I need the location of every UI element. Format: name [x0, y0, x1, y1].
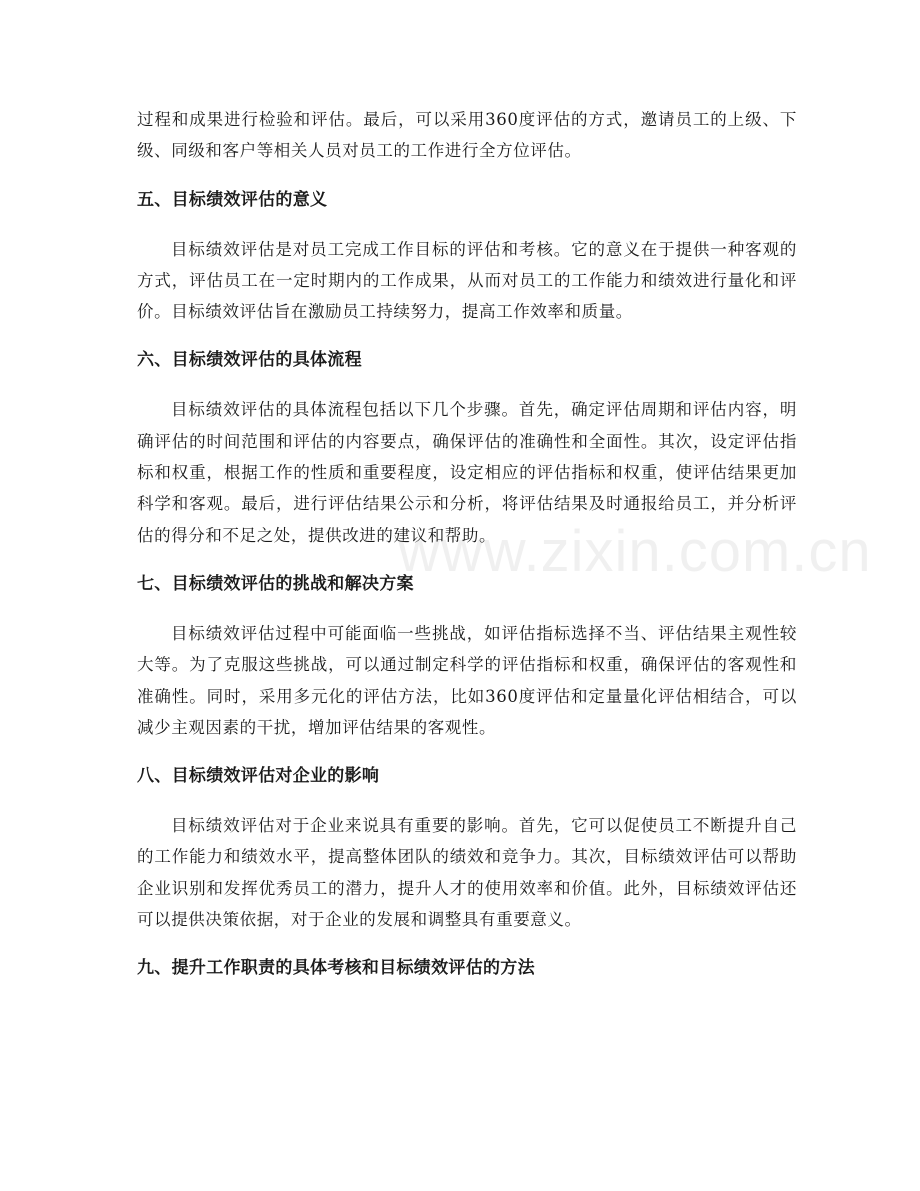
section-heading-7: 七、目标绩效评估的挑战和解决方案: [137, 573, 414, 594]
section-heading-9: 九、提升工作职责的具体考核和目标绩效评估的方法: [137, 958, 535, 979]
paragraph-section-6: 目标绩效评估的具体流程包括以下几个步骤。首先，确定评估周期和评估内容，明确评估的时间范围和评估的内容要点，确保评估的准确性和全面性。其次，设定评估指标和权重，根据工作的性质和重要程度，设定相应的评估指标和权重，使评估结果更加科学和客观。最后，进行评估结果公示和分析，将评估结果及时通报给员工，并分析评估的得分和不足之处，提供改进的建议和帮助。: [137, 400, 797, 545]
paragraph-intro: 过程和成果进行检验和评估。最后，可以采用360度评估的方式，邀请员工的上级、下级、同级和客户等相关人员对员工的工作进行全方位评估。: [137, 110, 797, 161]
watermark: www.zixin.com.cn: [398, 519, 872, 584]
section-heading-6: 六、目标绩效评估的具体流程: [137, 350, 362, 371]
paragraph-section-7: 目标绩效评估过程中可能面临一些挑战，如评估指标选择不当、评估结果主观性较大等。为了克服这些挑战，可以通过制定科学的评估指标和权重，确保评估的客观性和准确性。同时，采用多元化的评估方法，比如360度评估和定量量化评估相结合，可以减少主观因素的干扰，增加评估结果的客观性。: [137, 623, 797, 737]
paragraph-section-8: 目标绩效评估对于企业来说具有重要的影响。首先，它可以促使员工不断提升自己的工作能力和绩效水平，提高整体团队的绩效和竞争力。其次，目标绩效评估可以帮助企业识别和发挥优秀员工的潜力，提升人才的使用效率和价值。此外，目标绩效评估还可以提供决策依据，对于企业的发展和调整具有重要意义。: [137, 816, 797, 930]
section-heading-8: 八、目标绩效评估对企业的影响: [137, 766, 380, 787]
section-heading-5: 五、目标绩效评估的意义: [137, 189, 328, 210]
document-body: [137, 104, 797, 983]
paragraph-section-5: 目标绩效评估是对员工完成工作目标的评估和考核。它的意义在于提供一种客观的方式，评估员工在一定时期内的工作成果，从而对员工的工作能力和绩效进行量化和评价。目标绩效评估旨在激励员工持续努力，提高工作效率和质量。: [137, 239, 797, 322]
